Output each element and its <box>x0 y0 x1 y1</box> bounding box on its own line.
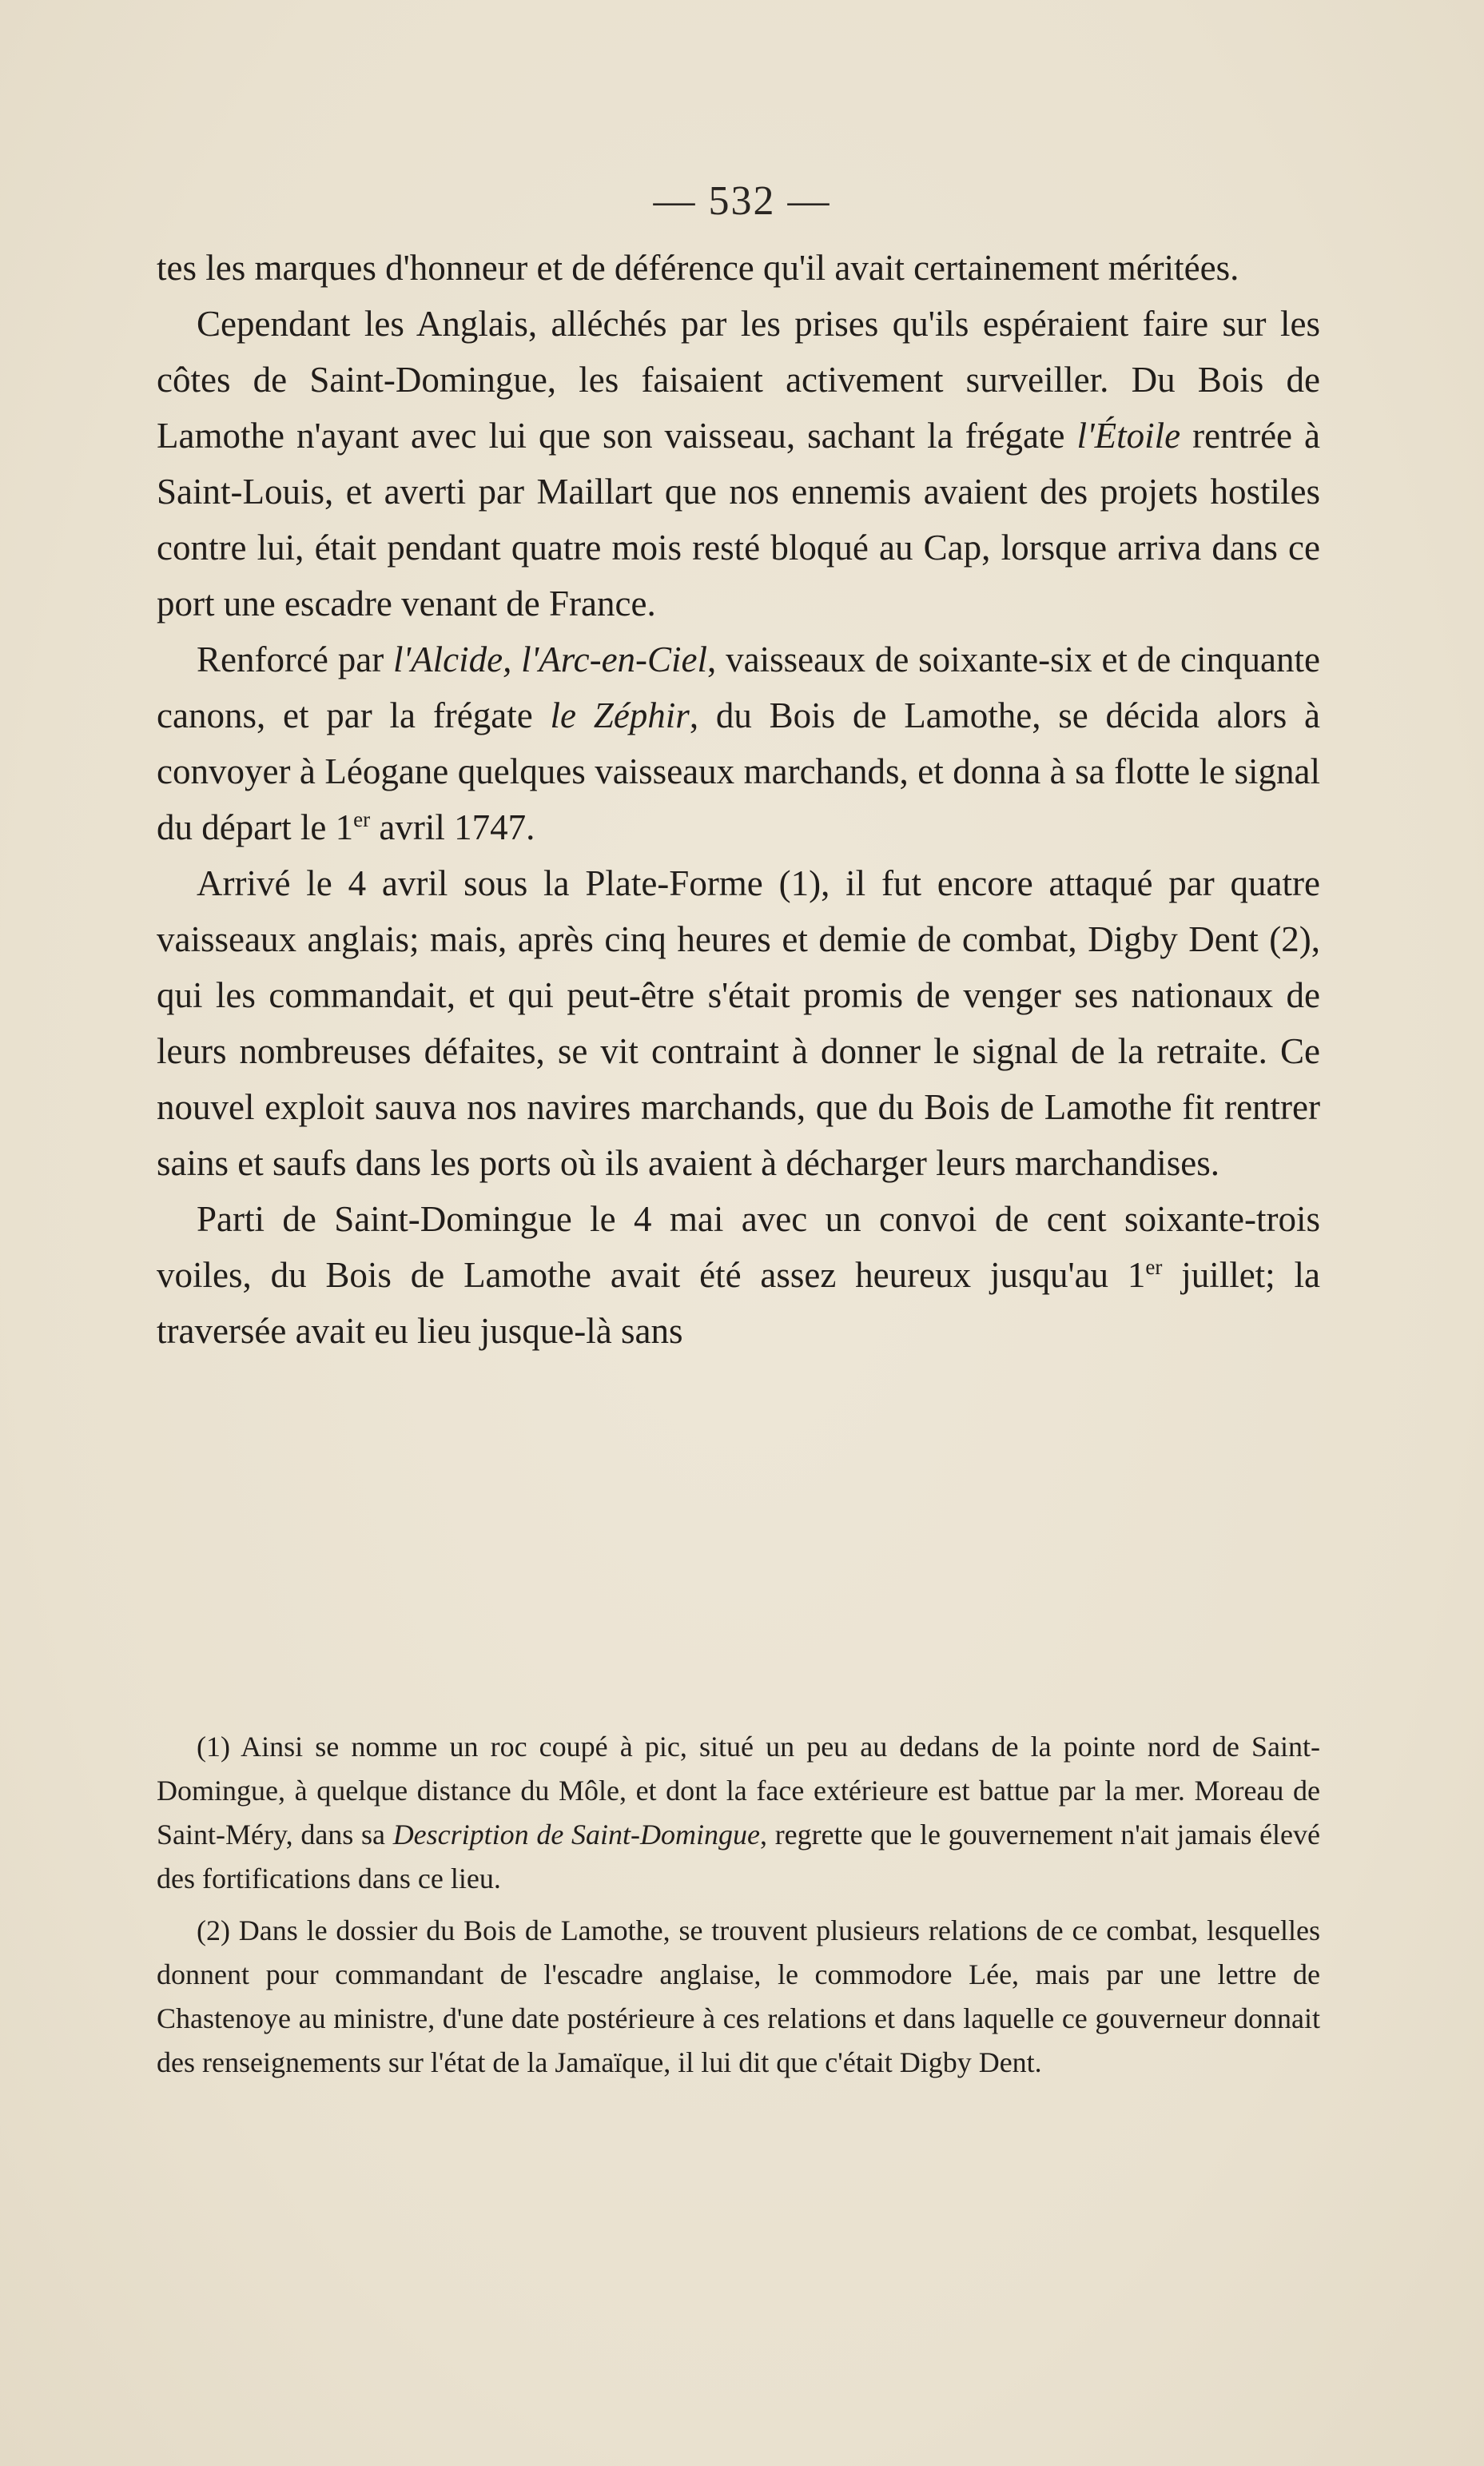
superscript: er <box>353 807 371 831</box>
text-run: Parti de Saint-Domingue le 4 mai avec un convoi de cent soixante-trois voiles, du Bois de Lamothe avait été assez heureux jusqu'au 1 <box>157 1199 1320 1295</box>
paragraph <box>157 855 1320 1191</box>
text-run: (2) Dans le dossier du Bois de Lamothe, se trouvent plusieurs relations de ce combat, lesquelles donnent pour commandant de l'escadre anglaise, le commodore Lée, mais par une lettre de Chastenoye au ministre, d'une date postérieure à ces relations et dans laquelle ce gouverneur donnait des renseignements sur l'état de la Jamaïque, il lui dit que c'était Digby Dent. <box>157 1914 1320 2078</box>
italic-text: l'Étoile <box>1076 416 1181 456</box>
italic-text: le Zéphir <box>550 695 690 735</box>
superscript: er <box>1145 1255 1163 1279</box>
text-run: , vaisseaux de soixante-six et de cinquante canons, et par la frégate <box>157 639 1320 735</box>
footnote <box>157 1909 1320 2085</box>
text-run: Cependant les Anglais, alléchés par les prises qu'ils espéraient faire sur les côtes de Saint-Domingue, les faisaient activement surveiller. Du Bois de Lamothe n'ayant avec lui que son vaisseau, sachant la frégate <box>157 304 1320 456</box>
paragraph <box>157 296 1320 631</box>
paragraph <box>157 240 1320 296</box>
italic-text: l'Alcide, l'Arc-en-Ciel <box>393 639 708 679</box>
text-run: (1) Ainsi se nomme un roc coupé à pic, situé un peu au dedans de la pointe nord de Saint-Domingue, à quelque distance du Môle, et dont la face extérieure est battue par la mer. Moreau de Saint-Méry, dans sa <box>157 1731 1320 1850</box>
italic-text: Description de Saint-Domingue <box>392 1819 760 1850</box>
text-run: juillet; la traversée avait eu lieu jusque-là sans <box>157 1255 1320 1351</box>
footnote <box>157 1725 1320 1901</box>
text-run: Arrivé le 4 avril sous la Plate-Forme (1), il fut encore attaqué par quatre vaisseaux anglais; mais, après cinq heures et demie de combat, Digby Dent (2), qui les commandait, et qui peut-être s'était promis de venger ses nationaux de leurs nombreuses défaites, se vit contraint à donner le signal de la retraite. Ce nouvel exploit sauva nos navires marchands, que du Bois de Lamothe fit rentrer sains et saufs dans les ports où ils avaient à décharger leurs marchandises. <box>157 863 1320 1183</box>
text-run: , du Bois de Lamothe, se décida alors à convoyer à Léogane quelques vaisseaux marchands, et donna à sa flotte le signal du départ le 1 <box>157 695 1321 847</box>
paragraph <box>157 631 1320 855</box>
page-number: — 532 — <box>653 178 831 224</box>
main-text <box>157 240 1320 1359</box>
text-run: rentrée à Saint-Louis, et averti par Maillart que nos ennemis avaient des projets hostiles contre lui, était pendant quatre mois resté bloqué au Cap, lorsque arriva dans ce port une escadre venant de France. <box>157 416 1320 623</box>
text-run: avril 1747. <box>370 807 535 847</box>
text-run: , regrette que le gouvernement n'ait jamais élevé des fortifications dans ce lieu. <box>157 1819 1321 1894</box>
paragraph <box>157 1191 1320 1359</box>
footnotes <box>157 1725 1320 2093</box>
text-run: tes les marques d'honneur et de déférence qu'il avait certainement méritées. <box>157 248 1239 288</box>
text-run: Renforcé par <box>197 639 394 679</box>
